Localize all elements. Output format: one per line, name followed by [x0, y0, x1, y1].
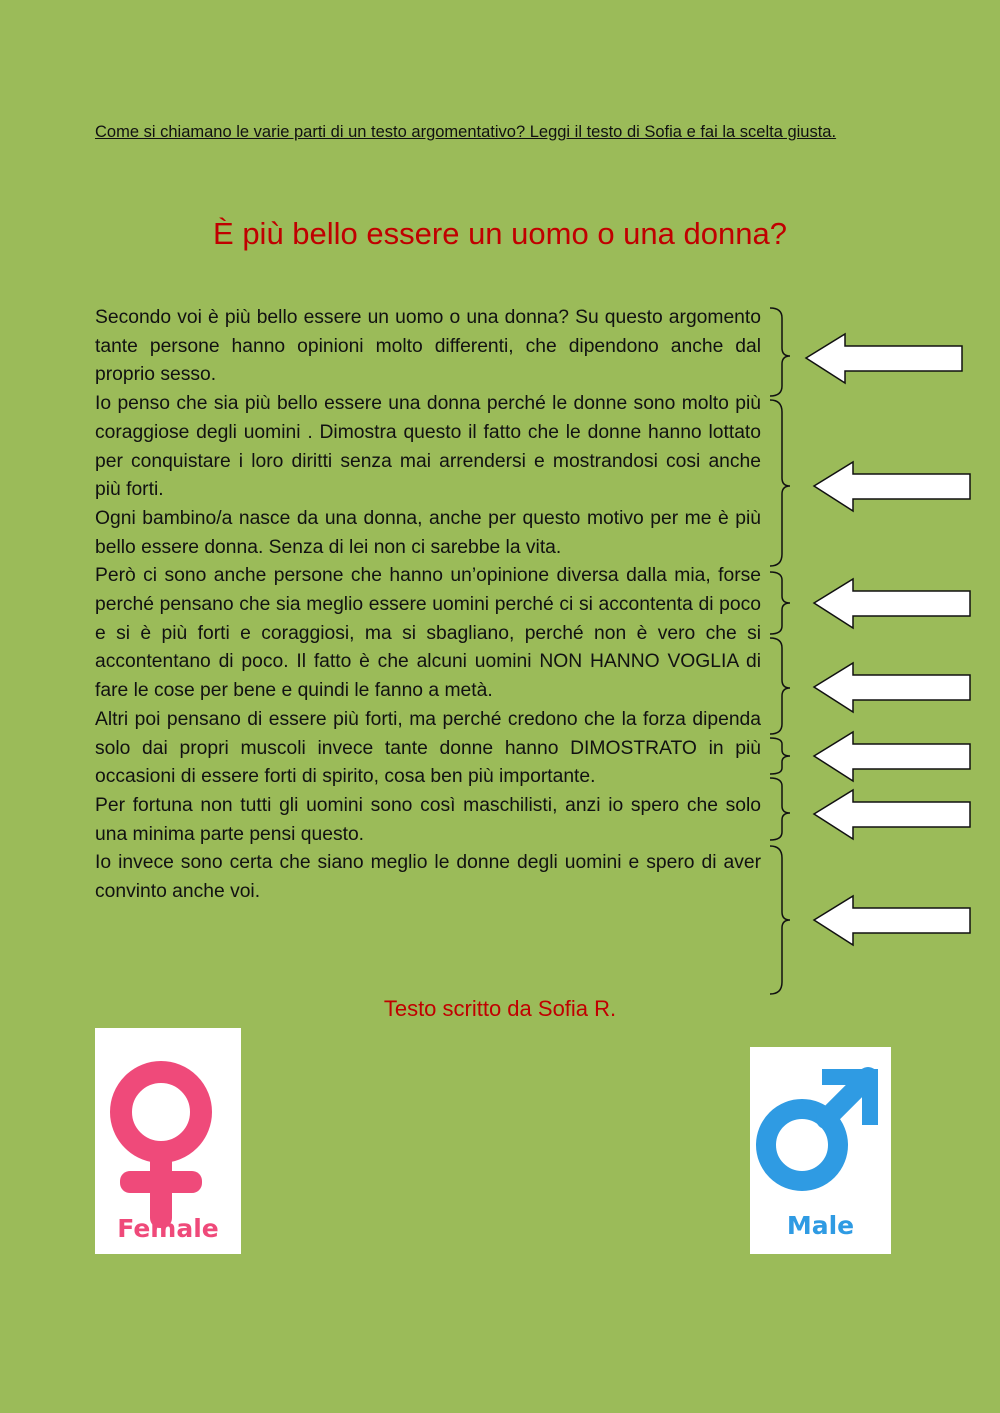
female-label: Female: [117, 1214, 219, 1243]
signature: Testo scritto da Sofia R.: [383, 996, 617, 1021]
brace-2: [770, 400, 790, 566]
answer-arrow-5[interactable]: [814, 732, 970, 781]
brace-group: [770, 308, 790, 994]
paragraph-3: Ogni bambino/a nasce da una donna, anche per questo motivo per me è più bello essere donna. Senza di lei non ci sarebbe la vita.: [95, 507, 761, 558]
paragraph-7: Io invece sono certa che siano meglio le donne degli uomini e spero di aver convinto anche voi.: [95, 852, 761, 903]
brace-7: [770, 846, 790, 994]
male-symbol-card: [750, 1047, 891, 1254]
answer-arrow-7[interactable]: [814, 896, 970, 945]
male-label: Male: [786, 1211, 855, 1240]
female-symbol-card: [95, 1028, 241, 1254]
brace-3: [770, 572, 790, 634]
paragraph-4: Però ci sono anche persone che hanno un’opinione diversa dalla mia, forse perché pensano che sia meglio essere uomini perché ci si accontenta di poco e si è più forti e coraggiosi, ma si sbagliano, perché non è vero che si accontentano di poco. Il fatto è che alcuni uomini NON HANNO VOGLIA di fare le cose per bene e quindi le fanno a metà.: [95, 565, 761, 702]
answer-arrow-4[interactable]: [814, 663, 970, 712]
instruction-text: Come si chiamano le varie parti di un testo argomentativo? Leggi il testo di Sofia e fai la scelta giusta.: [95, 123, 837, 141]
paragraph-1: Secondo voi è più bello essere un uomo o una donna? Su questo argomento tante persone hanno opinioni molto differenti, che dipendono anche dal proprio sesso.: [95, 307, 761, 386]
paragraph-6: Per fortuna non tutti gli uomini sono così maschilisti, anzi io spero che solo una minima parte pensi questo.: [95, 794, 761, 845]
arrow-group: [806, 334, 970, 945]
answer-arrow-3[interactable]: [814, 579, 970, 628]
paragraph-5: Altri poi pensano di essere più forti, ma perché credono che la forza dipenda solo dai propri muscoli invece tante donne hanno DIMOSTRATO in più occasioni di essere forti di spirito, cosa ben più importante.: [95, 708, 761, 788]
brace-6: [770, 778, 790, 840]
paragraph-2: Io penso che sia più bello essere una donna perché le donne sono molto più coraggiose degli uomini . Dimostra questo il fatto che le donne hanno lottato per conquistare i loro diritti senza mai arrendersi e mostrandosi cosi anche più forti.: [95, 393, 761, 501]
answer-arrow-6[interactable]: [814, 790, 970, 839]
brace-5: [770, 738, 790, 774]
answer-arrow-1[interactable]: [806, 334, 962, 383]
page-title: È più bello essere un uomo o una donna?: [213, 216, 787, 251]
answer-arrow-2[interactable]: [814, 462, 970, 511]
brace-1: [770, 308, 790, 396]
brace-4: [770, 638, 790, 734]
